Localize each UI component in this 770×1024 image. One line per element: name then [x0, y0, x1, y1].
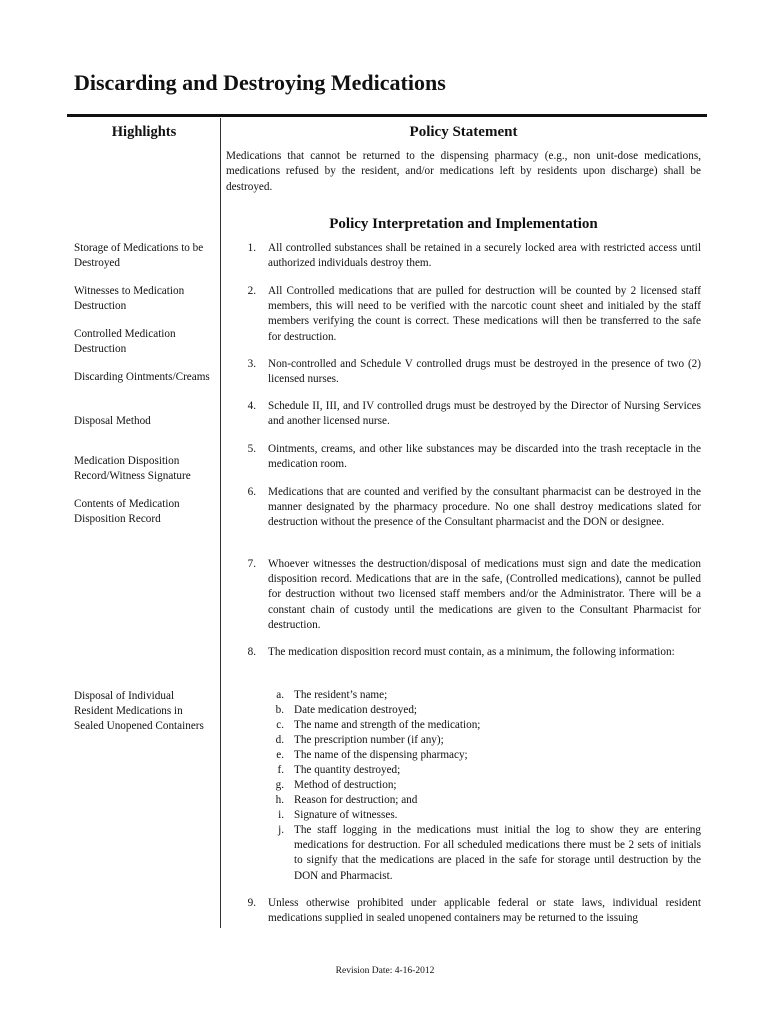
sub-list-item: [268, 703, 701, 718]
item-text: Whoever witnesses the destruction/disposal of medications must sign and date the medication disposition record. Medications that are in the safe, (Controlled medications), cannot be pulled for destruction without two licensed staff members and/or the Administrator. There will be a constant chain of custody until the medications are given to the Consultant Pharmacist for destruction.: [268, 558, 701, 631]
policy-statement-heading: Policy Statement: [409, 124, 518, 140]
interpretation-heading: Policy Interpretation and Implementation: [329, 216, 598, 232]
sub-item-text: Method of destruction;: [294, 779, 397, 791]
sub-item-text: Signature of witnesses.: [294, 809, 398, 821]
item-text: Schedule II, III, and IV controlled drugs must be destroyed by the Director of Nursing Services and another licensed nurse.: [268, 400, 701, 428]
item-text: Medications that are counted and verified by the consultant pharmacist can be destroyed in the manner designated by the pharmacy procedure. No one shall destroy medications slated for destruction without the presence of the Consultant pharmacist and the DON or designee.: [268, 486, 701, 529]
highlight-witnesses: Witnesses to Medication Destruction: [74, 285, 185, 312]
list-item: [226, 284, 701, 345]
item-number: 8.: [247, 646, 256, 658]
sub-list-item: [268, 778, 701, 793]
sub-item-text: The name and strength of the medication;: [294, 719, 481, 731]
item-number: 6.: [247, 486, 256, 498]
sub-list-item: [268, 718, 701, 733]
sub-item-letter: f.: [277, 764, 284, 776]
column-divider: [220, 118, 221, 928]
highlight-record-contents: Contents of Medication Disposition Record: [74, 498, 180, 525]
list-item: [226, 399, 701, 429]
highlight-controlled-destruction: Controlled Medication Destruction: [74, 328, 176, 355]
sub-item-letter: h.: [275, 794, 284, 806]
sub-item-letter: b.: [275, 704, 284, 716]
highlight-disposition-record: Medication Disposition Record/Witness Signature: [74, 455, 191, 482]
sub-list-item: [268, 688, 701, 703]
item-number: 2.: [247, 285, 256, 297]
item-number: 9.: [247, 897, 256, 909]
item-text: All controlled substances shall be retained in a securely locked area with restricted access until authorized individuals destroy them.: [268, 242, 701, 270]
sub-item-letter: c.: [276, 719, 284, 731]
sub-item-letter: j.: [278, 824, 284, 836]
sub-list-item: [268, 793, 701, 808]
list-item: [226, 557, 701, 633]
sub-list-item: [268, 748, 701, 763]
highlight-sealed-containers: Disposal of Individual Resident Medications in Sealed Unopened Containers: [74, 690, 204, 732]
sub-list-item: [268, 733, 701, 748]
list-item: [226, 645, 701, 660]
sub-list-item: [268, 823, 701, 884]
sub-item-text: The prescription number (if any);: [294, 734, 444, 746]
sub-list-item: [268, 808, 701, 823]
sub-item-letter: a.: [276, 689, 284, 701]
highlight-storage: Storage of Medications to be Destroyed: [74, 242, 204, 269]
highlight-ointments: Discarding Ointments/Creams: [74, 371, 210, 383]
sub-item-text: Date medication destroyed;: [294, 704, 418, 716]
list-item: [226, 357, 701, 387]
sub-item-text: Reason for destruction; and: [294, 794, 418, 806]
item-text: Non-controlled and Schedule V controlled drugs must be destroyed in the presence of two (2) licensed nurses.: [268, 358, 701, 386]
sub-item-letter: g.: [275, 779, 284, 791]
revision-date: Revision Date: 4-16-2012: [335, 966, 435, 976]
sub-item-letter: e.: [276, 749, 284, 761]
sub-item-text: The name of the dispensing pharmacy;: [294, 749, 468, 761]
list-item: [226, 485, 701, 531]
highlight-disposal-method: Disposal Method: [74, 415, 151, 427]
policy-statement-text: Medications that cannot be returned to the dispensing pharmacy (e.g., non unit-dose medications, medications refused by the resident, and/or medications left by residents upon discharge) shall be destroyed.: [226, 150, 701, 193]
list-item: [226, 241, 701, 271]
item-text: The medication disposition record must contain, as a minimum, the following information:: [268, 646, 675, 658]
sub-item-letter: d.: [275, 734, 284, 746]
title-divider: [67, 114, 707, 117]
sub-item-letter: i.: [278, 809, 284, 821]
sub-list-item: [268, 763, 701, 778]
item-text: Ointments, creams, and other like substances may be discarded into the trash receptacle in the medication room.: [268, 443, 701, 471]
list-item: [226, 442, 701, 472]
item-number: 4.: [247, 400, 256, 412]
sub-item-text: The resident’s name;: [294, 689, 388, 701]
item-text: Unless otherwise prohibited under applicable federal or state laws, individual resident medications supplied in sealed unopened containers may be returned to the issuing: [268, 897, 701, 925]
item-text: All Controlled medications that are pulled for destruction will be counted by 2 licensed staff members, this will need to be verified with the narcotic count sheet and initialed by the staff members verifying the count is correct. These medications will then be transferred to the safe for destruction.: [268, 285, 701, 343]
page-title: Discarding and Destroying Medications: [74, 70, 446, 95]
item-number: 7.: [247, 558, 256, 570]
list-item: [226, 896, 701, 926]
item-number: 3.: [247, 358, 256, 370]
sub-item-text: The staff logging in the medications must initial the log to show they are entering medications for destruction. For all scheduled medications there must be 2 sets of initials to signify that the medications are placed in the safe for storage until destruction by the DON and Pharmacist.: [294, 824, 701, 882]
highlights-heading: Highlights: [111, 124, 177, 140]
item-number: 5.: [247, 443, 256, 455]
sub-item-text: The quantity destroyed;: [294, 764, 401, 776]
item-number: 1.: [247, 242, 256, 254]
